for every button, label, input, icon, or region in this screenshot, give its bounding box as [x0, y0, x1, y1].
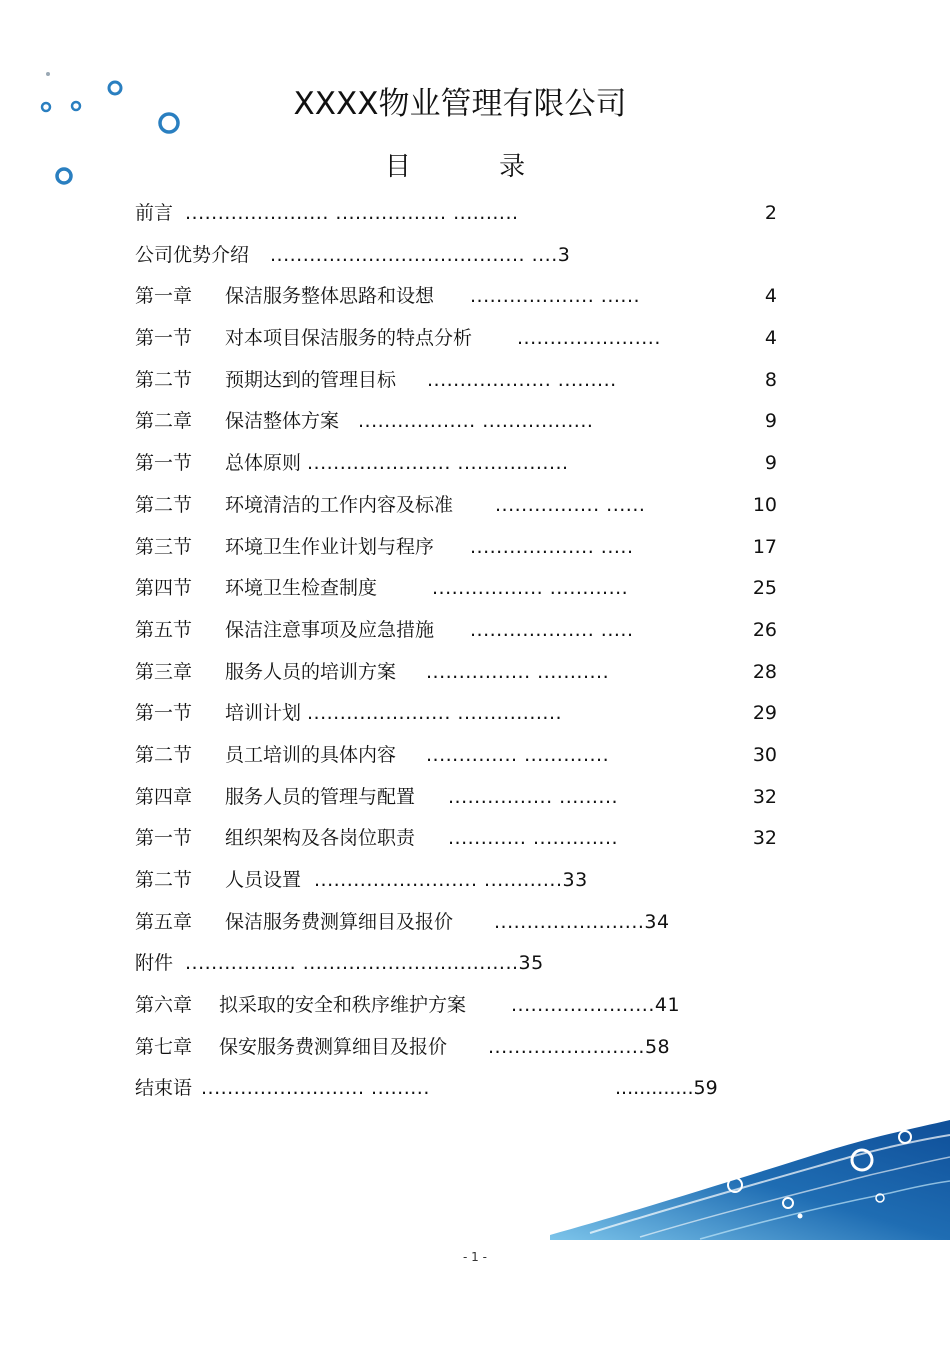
toc-entry-label: 第四章: [135, 785, 193, 808]
toc-entry-label: 第四节: [135, 577, 193, 600]
toc-entry-page: 28: [752, 660, 777, 683]
toc-entry-leader: ................ ...........: [426, 660, 610, 683]
toc-entry-title: 环境清洁的工作内容及标准: [225, 493, 454, 516]
toc-entry-label: 第二节: [135, 493, 193, 516]
toc-entry-label: 第五章: [135, 910, 193, 933]
toc-entry-page: 30: [752, 743, 777, 766]
toc-entry-label: 结束语: [135, 1077, 193, 1100]
toc-entry-leader: ...................... ................. ..........: [185, 202, 519, 224]
toc-entry-leader: .................. .................: [358, 410, 594, 433]
toc-entry-label: 第三章: [135, 660, 193, 683]
toc-entry: [135, 1030, 795, 1072]
toc-entry-leader: ................... ......: [470, 285, 641, 308]
page-number: - 1 -: [463, 1250, 487, 1264]
toc-entry-title: 服务人员的管理与配置: [225, 785, 416, 808]
toc-entry-title: 保安服务费测算细目及报价: [219, 1035, 448, 1058]
toc-entry-page: 29: [752, 702, 777, 725]
toc-entry-title: 培训计划: [225, 702, 302, 725]
toc-entry-leader: ......................... .........: [201, 1077, 430, 1100]
toc-entry-leader: .............. .............: [426, 743, 610, 766]
toc-entry-leader: ................ .........: [448, 785, 619, 808]
toc-entry-label: 第一节: [135, 827, 193, 850]
toc-entry-label: 第一节: [135, 327, 193, 350]
toc-entry: [135, 238, 795, 280]
toc-entry-label: 第一节: [135, 702, 193, 725]
toc-entry-page: 8: [764, 368, 777, 391]
toc-entry-title: 保洁服务整体思路和设想: [225, 285, 435, 308]
toc-entry-page: 17: [752, 535, 777, 558]
toc-entry-title: 保洁服务费测算细目及报价: [225, 910, 454, 933]
toc-entry: [135, 780, 795, 822]
toc-entry: [135, 488, 795, 530]
toc-entry-title: 环境卫生作业计划与程序: [225, 535, 435, 558]
toc-entry-label: 公司优势介绍: [135, 243, 250, 266]
table-of-contents: [135, 196, 795, 1113]
toc-entry-leader: ...................... ................: [307, 702, 563, 725]
toc-entry-label: 第一章: [135, 285, 193, 308]
toc-entry: [135, 738, 795, 780]
toc-entry-title: 环境卫生检查制度: [225, 577, 378, 600]
toc-entry-leader: ................. .................................35: [185, 952, 544, 975]
toc-entry: [135, 321, 795, 363]
toc-entry-leader: ......................41: [511, 994, 681, 1017]
toc-entry: [135, 946, 795, 988]
toc-entry: [135, 655, 795, 697]
toc-entry-label: 第二节: [135, 368, 193, 391]
toc-entry-leader: ....................................... ....3: [270, 243, 571, 266]
toc-entry-page: .............59: [615, 1077, 718, 1100]
toc-entry-leader: ................... .....: [470, 618, 634, 641]
toc-entry-title: 预期达到的管理目标: [225, 368, 397, 391]
toc-entry-label: 第七章: [135, 1035, 193, 1058]
toc-entry-title: 员工培训的具体内容: [225, 743, 397, 766]
toc-entry-title: 人员设置: [225, 869, 302, 891]
toc-entry-title: 保洁整体方案: [225, 410, 340, 433]
toc-entry-title: 总体原则: [225, 452, 302, 475]
toc-entry-title: 保洁注意事项及应急措施: [225, 618, 435, 641]
toc-entry-leader: ................... .....: [470, 535, 634, 558]
toc-entry: [135, 279, 795, 321]
toc-entry: [135, 530, 795, 572]
toc-entry-leader: ................... .........: [427, 368, 617, 391]
toc-entry-leader: ............ .............: [448, 827, 619, 850]
toc-entry-leader: .......................34: [494, 910, 670, 933]
toc-entry-page: 32: [752, 785, 777, 808]
toc-entry: [135, 196, 795, 238]
toc-entry-title: 对本项目保洁服务的特点分析: [225, 327, 473, 350]
toc-entry: [135, 571, 795, 613]
company-title: XXXX物业管理有限公司: [293, 86, 627, 122]
toc-entry-label: 第二节: [135, 869, 193, 891]
toc-entry: [135, 613, 795, 655]
toc-entry-page: 9: [764, 410, 777, 433]
toc-entry: [135, 363, 795, 405]
toc-entry-page: 4: [764, 327, 777, 350]
toc-entry: [135, 696, 795, 738]
toc-entry-leader: ................. ............: [432, 577, 629, 600]
toc-entry: [135, 863, 795, 905]
toc-entry: [135, 905, 795, 947]
toc-entry-title: 服务人员的培训方案: [225, 660, 397, 683]
toc-entry-title: 拟采取的安全和秩序维护方案: [219, 994, 467, 1017]
toc-entry-leader: ......................: [517, 327, 661, 350]
toc-entry: [135, 1071, 795, 1113]
toc-entry-label: 第五节: [135, 618, 193, 641]
toc-entry: [135, 404, 795, 446]
toc-entry-label: 第六章: [135, 994, 193, 1017]
toc-entry-label: 第二章: [135, 410, 193, 433]
toc-entry-page: 26: [752, 618, 777, 641]
toc-entry-label: 第一节: [135, 452, 193, 475]
wave-decoration-icon: [550, 1115, 950, 1240]
toc-entry: [135, 446, 795, 488]
toc-entry-label: 第二节: [135, 743, 193, 766]
toc-entry-label: 第三节: [135, 535, 193, 558]
toc-entry-title: 组织架构及各岗位职责: [225, 827, 416, 850]
toc-entry-leader: ........................58: [488, 1035, 671, 1058]
toc-entry-label: 前言: [135, 202, 174, 224]
toc-entry-page: 32: [752, 827, 777, 850]
toc-title: [0, 146, 950, 183]
toc-title-text: 目 录: [384, 152, 566, 182]
toc-entry-page: 25: [752, 577, 777, 600]
toc-entry-leader: ................ ......: [495, 493, 646, 516]
toc-entry-leader: ......................... ............33: [314, 869, 588, 891]
toc-entry-leader: ...................... .................: [307, 452, 569, 475]
toc-entry: [135, 821, 795, 863]
toc-entry-page: 2: [764, 202, 777, 224]
toc-entry-page: 9: [764, 452, 777, 475]
toc-entry-page: 10: [752, 493, 777, 516]
toc-entry-page: 4: [764, 285, 777, 308]
toc-entry-label: 附件: [135, 952, 174, 975]
toc-entry: [135, 988, 795, 1030]
